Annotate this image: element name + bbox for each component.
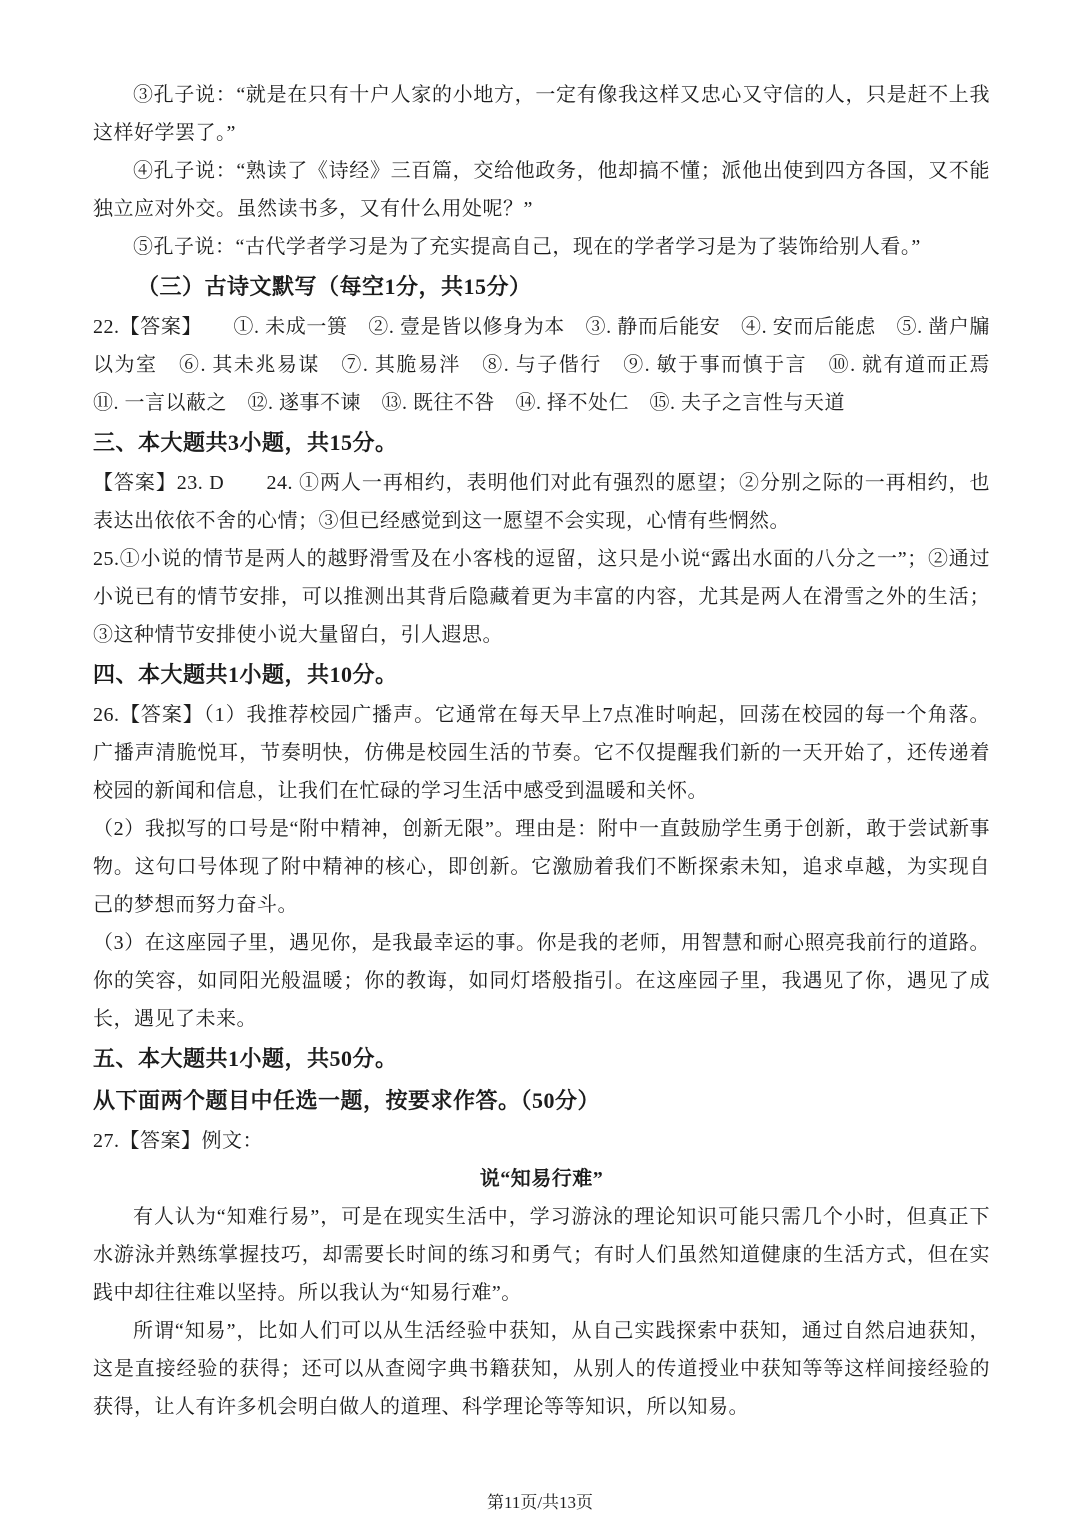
kongzi-quote-4: ④孔子说：“熟读了《诗经》三百篇，交给他政务，他却搞不懂；派他出使到四方各国，又不能独立应对外交。虽然读书多，又有什么用处呢？” <box>93 160 990 220</box>
essay-paragraph-2: 所谓“知易”，比如人们可以从生活经验中获知，从自己实践探索中获知，通过自然启迪获知，这是直接经验的获得；还可以从查阅字典书籍获知，从别人的传道授业中获知等等这样间接经验的获得，让人有许多机会明白做人的道理、科学理论等等知识，所以知易。 <box>93 1320 990 1418</box>
answer-26-part1: 26.【答案】（1）我推荐校园广播声。它通常在每天早上7点准时响起，回荡在校园的每一个角落。广播声清脆悦耳，节奏明快，仿佛是校园生活的节奏。它不仅提醒我们新的一天开始了，还传递着校园的新闻和信息，让我们在忙碌的学习生活中感受到温暖和关怀。 <box>93 704 990 802</box>
part5-instruction: 从下面两个题目中任选一题，按要求作答。（50分） <box>93 1088 601 1113</box>
answer-26-part2: （2）我拟写的口号是“附中精神，创新无限”。理由是：附中一直鼓励学生勇于创新，敢于尝试新事物。这句口号体现了附中精神的核心，即创新。它激励着我们不断探索未知，追求卓越，为实现自己的梦想而努力奋斗。 <box>93 818 990 916</box>
part-heading-4: 四、本大题共1小题，共10分。 <box>93 662 398 687</box>
kongzi-quote-3: ③孔子说：“就是在只有十户人家的小地方，一定有像我这样又忠心又守信的人，只是赶不上我这样好学罢了。” <box>93 84 990 144</box>
answer-22: 22.【答案】 ①. 未成一篑 ②. 壹是皆以修身为本 ③. 静而后能安 ④. 安而后能虑 ⑤. 凿户牖以为室 ⑥. 其未兆易谋 ⑦. 其脆易泮 ⑧. 与子偕行 ⑨. 敏于事而慎于言 ⑩. 就有道而正焉 ⑪. 一言以蔽之 ⑫. 遂事不谏 ⑬. 既往不咎 ⑭. 择不处仁 ⑮. 夫子之言性与天道 <box>93 316 1011 414</box>
answer-27-label: 27.【答案】例文： <box>93 1130 263 1152</box>
answer-26-part3: （3）在这座园子里，遇见你，是我最幸运的事。你是我的老师，用智慧和耐心照亮我前行的道路。你的笑容，如同阳光般温暖；你的教诲，如同灯塔般指引。在这座园子里，我遇见了你，遇见了成长，遇见了未来。 <box>93 932 990 1030</box>
page-number-footer: 第11页/共13页 <box>486 1493 594 1512</box>
section-heading-dictation: （三）古诗文默写（每空1分，共15分） <box>137 274 532 299</box>
essay-title: 说“知易行难” <box>479 1168 604 1190</box>
answer-25: 25.①小说的情节是两人的越野滑雪及在小客栈的逗留，这只是小说“露出水面的八分之一”；②通过小说已有的情节安排，可以推测出其背后隐藏着更为丰富的内容，尤其是两人在滑雪之外的生活；③这种情节安排使小说大量留白，引人遐思。 <box>93 548 990 646</box>
document-content <box>93 76 1011 1426</box>
kongzi-quote-5: ⑤孔子说：“古代学者学习是为了充实提高自己，现在的学者学习是为了装饰给别人看。” <box>133 236 921 258</box>
answer-23-24: 【答案】23. D 24. ①两人一再相约，表明他们对此有强烈的愿望；②分别之际的一再相约，也表达出依依不舍的心情；③但已经感觉到这一愿望不会实现，心情有些惘然。 <box>93 472 990 532</box>
part-heading-3: 三、本大题共3小题，共15分。 <box>93 430 398 455</box>
part-heading-5: 五、本大题共1小题，共50分。 <box>93 1046 398 1071</box>
essay-paragraph-1: 有人认为“知难行易”，可是在现实生活中，学习游泳的理论知识可能只需几个小时，但真正下水游泳并熟练掌握技巧，却需要长时间的练习和勇气；有时人们虽然知道健康的生活方式，但在实践中却往往难以坚持。所以我认为“知易行难”。 <box>93 1206 990 1304</box>
